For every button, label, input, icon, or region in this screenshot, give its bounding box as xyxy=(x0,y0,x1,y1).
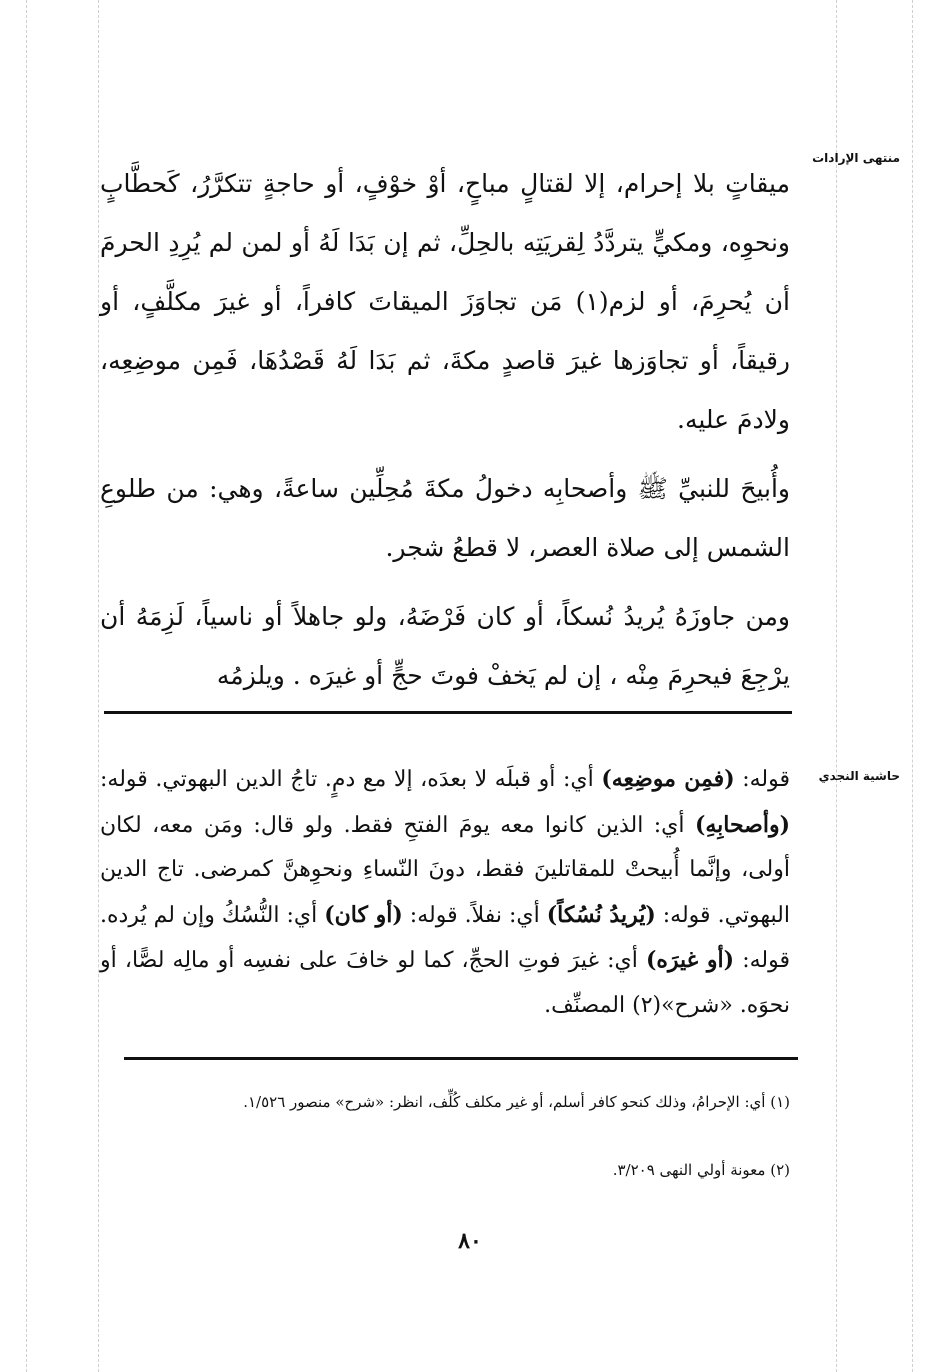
footnote-1: (١) أي: الإحرامُ، وذلك كنحو كافر أسلم، أو غير مكلف كُلِّف، انظر: «شرح» منصور ١/٥٢٦. xyxy=(243,1093,790,1111)
main-paragraph-1: ميقاتٍ بلا إحرام، إلا لقتالٍ مباحٍ، أوْ خوْفٍ، أو حاجةٍ تتكرَّرُ، كَحطَّابٍ ونحوِه، ومكيٍّ يتردَّدُ لِقريَتِه بالحِلِّ، ثم إن بَدَا لَهُ أو لمن لم يُرِدِ الحرمَ أن يُحرِمَ، أو لزم(١) مَن تجاوَزَ الميقاتَ كافراً، أو غيرَ مكلَّفٍ، أو رقيقاً، أو تجاوَزها غيرَ قاصدٍ مكةَ، ثم بَدَا لَهُ قَصْدُهَا، فَمِن موضِعِه، ولادمَ عليه. xyxy=(100,169,790,434)
main-text xyxy=(100,154,790,705)
main-paragraph-3: ومن جاوزَهُ يُريدُ نُسكاً، أو كان فَرْضَهُ، ولو جاهلاً أو ناسياً، لَزِمَهُ أن يرْجِعَ فيحرِمَ مِنْه ، إن لم يَخفْ فوتَ حجٍّ أو غيرَه . ويلزمُه xyxy=(100,602,790,690)
commentary-segment: أي: الذين كانوا معه يومَ الفتحِ فقط. ولو قال: ومَن معه، لكان أولى، وإنَّما أُبيحتْ للمقاتلينَ فقط، دونَ النّساءِ ونحوِهنَّ كمرضى. تاج الدين البهوتي. قوله: xyxy=(100,812,790,928)
commentary-segment: أي: نفلاً. قوله: xyxy=(402,902,547,928)
page-number: ٨٠ xyxy=(458,1228,482,1254)
commentary-segment: أي: أو قبلَه لا بعدَه، إلا مع دمٍ. تاجُ الدين البهوتي. قوله: xyxy=(100,767,602,792)
commentary-segment: أي: غيرَ فوتِ الحجِّ، كما لو خافَ على نفسِه أو مالِه لصًّا، أو نحوَه. «شرح»(٢) المصنِّف. xyxy=(100,948,790,1018)
main-paragraph-2: وأُبيحَ للنبيِّ ﷺ وأصحابِه دخولُ مكةَ مُحِلِّين ساعةً، وهي: من طلوعِ الشمس إلى صلاة العصر، لا قطعُ شجر. xyxy=(100,474,790,562)
footnote-2: (٢) معونة أولي النهى ٣/٢٠٩. xyxy=(612,1161,790,1179)
commentary-segment: قوله: xyxy=(734,767,790,792)
commentary-quoted-term: (وأصحابِهِ) xyxy=(694,811,790,838)
side-label-matn: منتهى الإرادات xyxy=(812,151,900,165)
side-label-hashiya: حاشية النجدي xyxy=(818,769,900,783)
commentary-quoted-term: (فمِن موضِعِه) xyxy=(601,766,735,792)
footnote-separator-rule xyxy=(124,1057,798,1060)
commentary-quoted-term: (يُريدُ نُسُكاً) xyxy=(546,901,656,928)
main-separator-rule xyxy=(104,711,792,714)
commentary-quoted-term: (أو كان) xyxy=(324,901,403,928)
commentary-text xyxy=(100,757,790,1028)
commentary-quoted-term: (أو غيرَه) xyxy=(645,947,735,973)
commentary-segment: أي: النُّسُكُ وإن لم يُرده. قوله: xyxy=(100,902,790,973)
commentary-paragraph xyxy=(100,757,790,1028)
